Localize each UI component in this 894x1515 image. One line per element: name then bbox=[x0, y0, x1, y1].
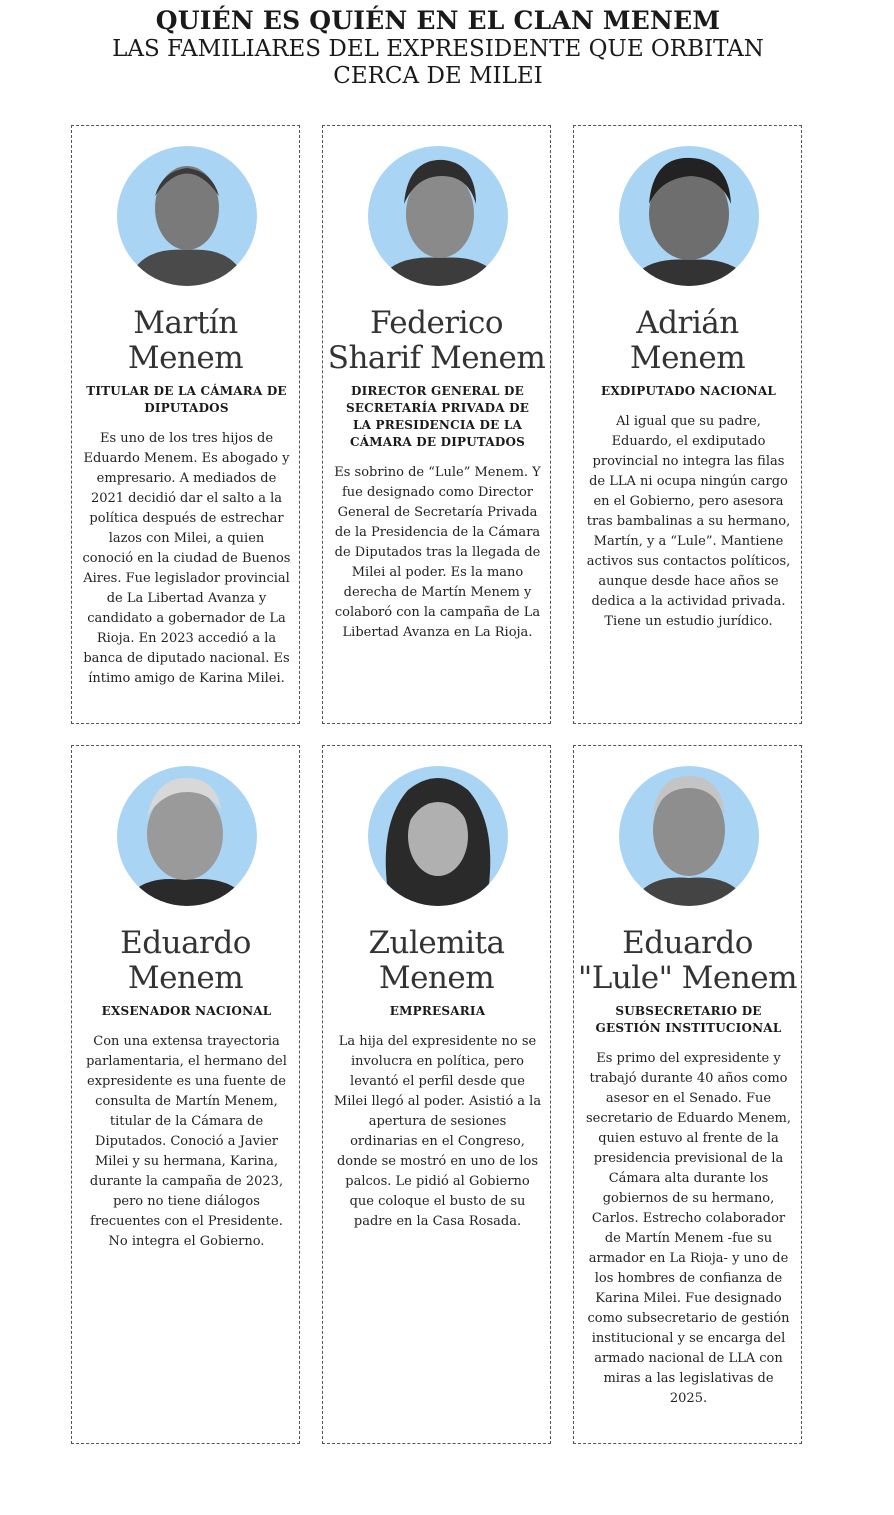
person-name bbox=[574, 306, 801, 376]
portrait-photo bbox=[117, 146, 257, 286]
name-line-2: "Lule" Menem bbox=[578, 960, 797, 996]
name-line-2: Menem bbox=[127, 960, 244, 996]
profile-card bbox=[71, 125, 300, 724]
person-bio: Es primo del expresidente y trabajó durante 40 años como asesor en el Senado. Fue secretario de Eduardo Menem, quien estuvo al frente de la presidencia previsional de la Cámara alta durante los gobiernos de su hermano, Carlos. Estrecho colaborador de Martín Menem -fue su armador en La Rioja- y uno de los hombres de confianza de Karina Milei. Fue designado como subsecretario de gestión institucional y se encarga del armado nacional de LLA con miras a las legislativas de 2025. bbox=[586, 1051, 791, 1406]
name-line-1: Eduardo bbox=[622, 925, 753, 961]
person-role: EXDIPUTADO NACIONAL bbox=[601, 384, 776, 398]
profile-card bbox=[322, 745, 551, 1444]
person-bio: La hija del expresidente no se involucra en política, pero levantó el perfil desde que Milei llegó al poder. Asistió a la apertura de sesiones ordinarias en el Congreso, donde se mostró en uno de los palcos. Le pidió al Gobierno que coloque el busto de su padre en la Casa Rosada. bbox=[333, 1034, 542, 1229]
page-subtitle: LAS FAMILIARES DEL EXPRESIDENTE QUE ORBITAN CERCA DE MILEI bbox=[112, 36, 764, 89]
person-name bbox=[72, 306, 299, 376]
profile-card bbox=[573, 745, 802, 1444]
person-bio: Es uno de los tres hijos de Eduardo Menem. Es abogado y empresario. A mediados de 2021 decidió dar el salto a la política después de estrechar lazos con Milei, a quien conoció en la ciudad de Buenos Aires. Fue legislador provincial de La Libertad Avanza y candidato a gobernador de La Rioja. En 2023 accedió a la banca de diputado nacional. Es íntimo amigo de Karina Milei. bbox=[82, 431, 291, 686]
portrait-photo bbox=[117, 766, 257, 906]
name-line-2: Sharif Menem bbox=[327, 340, 546, 376]
person-role: EXSENADOR NACIONAL bbox=[101, 1004, 272, 1018]
name-line-1: Zulemita bbox=[368, 925, 505, 961]
profile-card bbox=[322, 125, 551, 724]
name-line-1: Martín bbox=[133, 305, 238, 341]
person-role: TITULAR DE LA CÁMARA DE DIPUTADOS bbox=[86, 384, 287, 415]
profile-card bbox=[573, 125, 802, 724]
person-name bbox=[323, 306, 550, 376]
profile-card bbox=[71, 745, 300, 1444]
name-line-2: Menem bbox=[378, 960, 495, 996]
portrait-photo bbox=[619, 146, 759, 286]
person-name bbox=[72, 926, 299, 996]
name-line-1: Eduardo bbox=[120, 925, 251, 961]
person-role: EMPRESARIA bbox=[389, 1004, 486, 1018]
portrait-photo bbox=[368, 766, 508, 906]
person-name bbox=[574, 926, 801, 996]
page-title: QUIÉN ES QUIÉN EN EL CLAN MENEM bbox=[155, 6, 721, 35]
header bbox=[0, 6, 876, 90]
person-bio: Es sobrino de “Lule” Menem. Y fue designado como Director General de Secretaría Privada de la Presidencia de la Cámara de Diputados tras la llegada de Milei al poder. Es la mano derecha de Martín Menem y colaboró con la campaña de La Libertad Avanza en La Rioja. bbox=[334, 465, 541, 640]
person-bio: Al igual que su padre, Eduardo, el exdiputado provincial no integra las filas de LLA ni ocupa ningún cargo en el Gobierno, pero asesora tras bambalinas a su hermano, Martín, y a “Lule”. Mantiene activos sus contactos políticos, aunque desde hace años se dedica a la actividad privada. Tiene un estudio jurídico. bbox=[586, 414, 791, 629]
portrait-photo bbox=[619, 766, 759, 906]
person-bio: Con una extensa trayectoria parlamentaria, el hermano del expresidente es una fuente de consulta de Martín Menem, titular de la Cámara de Diputados. Conoció a Javier Milei y su hermana, Karina, durante la campaña de 2023, pero no tiene diálogos frecuentes con el Presidente. No integra el Gobierno. bbox=[86, 1034, 287, 1249]
person-name bbox=[323, 926, 550, 996]
name-line-1: Federico bbox=[369, 305, 504, 341]
name-line-2: Menem bbox=[629, 340, 746, 376]
name-line-2: Menem bbox=[127, 340, 244, 376]
name-line-1: Adrián bbox=[636, 305, 739, 341]
portrait-photo bbox=[368, 146, 508, 286]
person-role: DIRECTOR GENERAL DE SECRETARÍA PRIVADA DE LA PRESIDENCIA DE LA CÁMARA DE DIPUTADOS bbox=[345, 384, 530, 449]
person-role: SUBSECRETARIO DE GESTIÓN INSTITUCIONAL bbox=[595, 1004, 782, 1035]
